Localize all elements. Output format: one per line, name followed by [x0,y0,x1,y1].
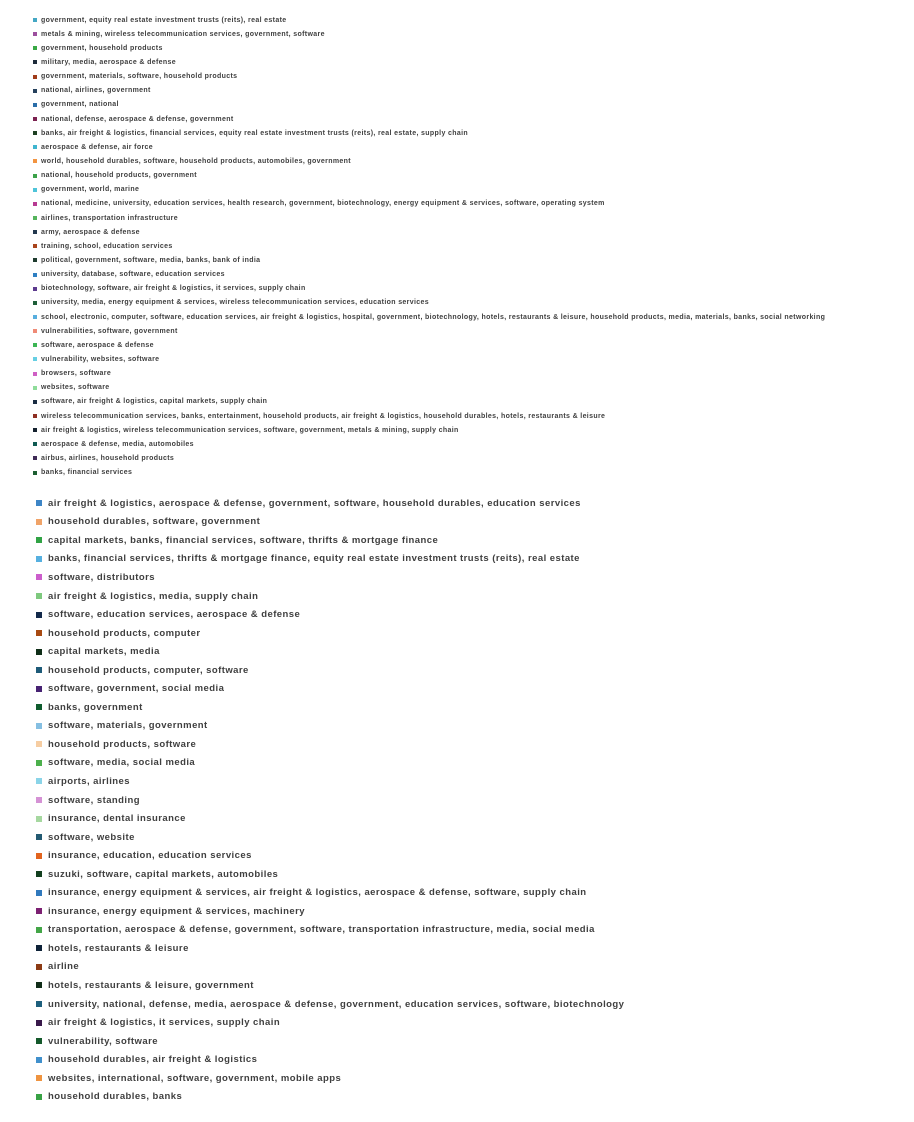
legend-swatch-icon [36,741,42,747]
legend-item-label: national, medicine, university, education services, health research, government, biotechnology, energy equipment & services, software, operating system [41,200,605,208]
legend-item-label: websites, software [41,384,110,392]
legend-item-label: banks, financial services, thrifts & mortgage finance, equity real estate investment trusts (reits), real estate [48,553,580,565]
legend-item [33,126,825,140]
legend-item-label: household durables, air freight & logistics [48,1054,258,1066]
legend-item [33,324,825,338]
legend-item-label: government, equity real estate investment trusts (reits), real estate [41,16,287,24]
legend-item-label: browsers, software [41,370,112,378]
legend-item-label: national, household products, government [41,172,197,180]
legend-item [36,772,624,791]
legend-item [36,828,624,847]
legend-item [36,587,624,606]
legend-item [36,754,624,773]
legend-swatch-icon [33,357,37,361]
legend-item [33,437,825,451]
legend-swatch-icon [33,60,37,64]
legend-item [36,958,624,977]
legend-item [33,451,825,465]
legend-swatch-icon [36,593,42,599]
legend-item [36,642,624,661]
legend-item [33,466,825,480]
legend-item-label: wireless telecommunication services, banks, entertainment, household products, air freight & logistics, household durables, hotels, restaurants & leisure [41,412,606,420]
legend-swatch-icon [36,556,42,562]
legend-item-label: training, school, education services [41,242,173,250]
legend-swatch-icon [36,630,42,636]
legend-item [33,395,825,409]
legend-swatch-icon [36,908,42,914]
legend-item [36,605,624,624]
legend-item-label: airports, airlines [48,775,131,787]
legend-swatch-icon [33,428,37,432]
legend-item [36,661,624,680]
legend-swatch-icon [36,1001,42,1007]
legend-swatch-icon [33,89,37,93]
legend-swatch-icon [33,315,37,319]
legend-swatch-icon [36,1057,42,1063]
legend-item-label: capital markets, banks, financial services, software, thrifts & mortgage finance [48,534,439,546]
legend-item-label: vulnerability, websites, software [41,355,160,363]
legend-swatch-icon [33,244,37,248]
legend-item [36,883,624,902]
legend-item [33,70,825,84]
legend-item [36,791,624,810]
legend-swatch-icon [33,188,37,192]
legend-swatch-icon [36,686,42,692]
legend-item-label: suzuki, software, capital markets, automobiles [48,868,279,880]
legend-item [36,809,624,828]
legend-item-label: government, world, marine [41,186,140,194]
legend-swatch-icon [33,32,37,36]
legend-item [33,27,825,41]
legend-item [36,1032,624,1051]
legend-item [36,568,624,587]
legend-swatch-icon [33,216,37,220]
legend-item-label: insurance, energy equipment & services, machinery [48,905,306,917]
legend-item-label: university, national, defense, media, aerospace & defense, government, education services, software, biotechnology [48,998,625,1010]
legend-item [33,310,825,324]
legend-item [36,995,624,1014]
legend-item-label: school, electronic, computer, software, education services, air freight & logistics, hospital, government, biotechnology, hotels, restaurants & leisure, household products, media, materials, banks, social networking [41,313,826,321]
legend-item-label: airbus, airlines, household products [41,454,175,462]
legend-item [36,921,624,940]
legend-item [33,225,825,239]
legend-swatch-icon [33,75,37,79]
legend-item [33,423,825,437]
legend-swatch-icon [36,945,42,951]
legend-swatch-icon [36,927,42,933]
legend-swatch-icon [36,723,42,729]
legend-item [33,13,825,27]
legend-swatch-icon [36,649,42,655]
legend-swatch-icon [36,778,42,784]
legend-swatch-icon [33,103,37,107]
legend-item [36,976,624,995]
legend-item-label: air freight & logistics, wireless telecommunication services, software, government, metals & mining, supply chain [41,426,459,434]
legend-item-label: government, national [41,101,119,109]
legend-swatch-icon [36,667,42,673]
legend-item-label: airline [48,961,80,973]
legend-swatch-icon [36,1094,42,1100]
legend-swatch-icon [33,386,37,390]
legend-item-label: websites, international, software, government, mobile apps [48,1072,342,1084]
legend-swatch-icon [33,414,37,418]
legend-item-label: air freight & logistics, media, supply chain [48,590,259,602]
legend-item [36,846,624,865]
legend-item-label: military, media, aerospace & defense [41,58,177,66]
legend-item-label: insurance, education, education services [48,850,252,862]
legend-swatch-icon [33,117,37,121]
legend-item-label: software, air freight & logistics, capital markets, supply chain [41,398,268,406]
legend-item [33,352,825,366]
legend-list-bottom [36,494,624,1106]
legend-item [36,624,624,643]
legend-swatch-icon [33,145,37,149]
legend-item-label: army, aerospace & defense [41,228,140,236]
legend-swatch-icon [33,471,37,475]
legend-item [33,338,825,352]
legend-item [36,679,624,698]
legend-item [33,409,825,423]
legend-swatch-icon [36,500,42,506]
legend-item-label: national, defense, aerospace & defense, government [41,115,234,123]
legend-item [33,84,825,98]
legend-swatch-icon [36,574,42,580]
legend-item [36,865,624,884]
legend-swatch-icon [36,964,42,970]
legend-item-label: household durables, banks [48,1091,183,1103]
legend-item [36,513,624,532]
legend-item [33,55,825,69]
legend-item [33,140,825,154]
legend-swatch-icon [33,273,37,277]
legend-item [33,268,825,282]
legend-item [36,1050,624,1069]
legend-item-label: household products, software [48,738,197,750]
legend-item-label: vulnerability, software [48,1035,158,1047]
legend-swatch-icon [33,131,37,135]
legend-item-label: software, education services, aerospace & defense [48,609,301,621]
legend-item [33,253,825,267]
legend-swatch-icon [33,301,37,305]
legend-item-label: university, database, software, education services [41,271,225,279]
legend-item-label: software, aerospace & defense [41,341,154,349]
legend-item-label: biotechnology, software, air freight & logistics, it services, supply chain [41,285,306,293]
legend-swatch-icon [36,816,42,822]
legend-item-label: vulnerabilities, software, government [41,327,178,335]
legend-item-label: software, website [48,831,135,843]
legend-item-label: government, materials, software, household products [41,73,238,81]
legend-swatch-icon [36,760,42,766]
legend-swatch-icon [36,537,42,543]
legend-swatch-icon [36,519,42,525]
legend-item-label: aerospace & defense, air force [41,143,154,151]
legend-item [33,367,825,381]
legend-item [33,296,825,310]
legend-item [33,98,825,112]
legend-item-label: political, government, software, media, banks, bank of india [41,256,261,264]
legend-item-label: airlines, transportation infrastructure [41,214,178,222]
legend-item-label: banks, financial services [41,469,133,477]
legend-item-label: household durables, software, government [48,516,261,528]
legend-item-label: household products, computer [48,627,201,639]
legend-item-label: government, household products [41,44,163,52]
legend-item [33,211,825,225]
legend-item [36,1088,624,1107]
legend-item-label: world, household durables, software, household products, automobiles, government [41,157,351,165]
legend-item-label: banks, air freight & logistics, financial services, equity real estate investment trusts (reits), real estate, supply chain [41,129,469,137]
legend-swatch-icon [36,1038,42,1044]
legend-item [33,41,825,55]
legend-item [33,239,825,253]
legend-item [33,112,825,126]
legend-item [33,381,825,395]
legend-item [33,197,825,211]
legend-item [36,494,624,513]
legend-item-label: software, standing [48,794,141,806]
legend-swatch-icon [36,612,42,618]
legend-item [36,939,624,958]
legend-item-label: software, government, social media [48,683,225,695]
legend-item [36,531,624,550]
legend-item-label: national, airlines, government [41,87,151,95]
legend-item [33,282,825,296]
legend-item-label: insurance, dental insurance [48,813,186,825]
legend-item [36,735,624,754]
legend-swatch-icon [36,797,42,803]
legend-swatch-icon [33,442,37,446]
legend-swatch-icon [33,258,37,262]
legend-item-label: university, media, energy equipment & services, wireless telecommunication services, education services [41,299,430,307]
legend-swatch-icon [33,159,37,163]
legend-item [36,902,624,921]
legend-item-label: software, materials, government [48,720,208,732]
legend-item-label: household products, computer, software [48,664,249,676]
legend-swatch-icon [36,982,42,988]
legend-item [33,183,825,197]
legend-swatch-icon [33,343,37,347]
legend-item [36,717,624,736]
legend-swatch-icon [33,46,37,50]
legend-item [33,154,825,168]
legend-swatch-icon [33,287,37,291]
legend-swatch-icon [36,834,42,840]
legend-swatch-icon [33,18,37,22]
legend-item-label: aerospace & defense, media, automobiles [41,440,194,448]
legend-swatch-icon [36,1020,42,1026]
legend-item-label: transportation, aerospace & defense, government, software, transportation infrastructure, media, social media [48,924,595,936]
legend-item-label: hotels, restaurants & leisure [48,942,189,954]
legend-item-label: capital markets, media [48,646,160,658]
legend-item-label: air freight & logistics, aerospace & defense, government, software, household durables, education services [48,497,581,509]
legend-swatch-icon [33,372,37,376]
legend-swatch-icon [36,1075,42,1081]
legend-swatch-icon [33,456,37,460]
legend-swatch-icon [36,853,42,859]
legend-swatch-icon [33,174,37,178]
legend-item [36,550,624,569]
legend-swatch-icon [33,329,37,333]
legend-item-label: hotels, restaurants & leisure, government [48,979,254,991]
legend-swatch-icon [33,202,37,206]
legend-list-top [33,13,825,480]
legend-item [36,698,624,717]
legend-item-label: software, distributors [48,571,156,583]
legend-item-label: air freight & logistics, it services, supply chain [48,1017,281,1029]
legend-swatch-icon [36,890,42,896]
legend-item-label: banks, government [48,701,143,713]
legend-swatch-icon [36,871,42,877]
legend-item [36,1069,624,1088]
legend-item [33,169,825,183]
legend-item-label: software, media, social media [48,757,196,769]
legend-swatch-icon [36,704,42,710]
legend-swatch-icon [33,400,37,404]
legend-swatch-icon [33,230,37,234]
legend-item [36,1013,624,1032]
legend-item-label: insurance, energy equipment & services, air freight & logistics, aerospace & defense, software, supply chain [48,887,587,899]
legend-item-label: metals & mining, wireless telecommunication services, government, software [41,30,325,38]
